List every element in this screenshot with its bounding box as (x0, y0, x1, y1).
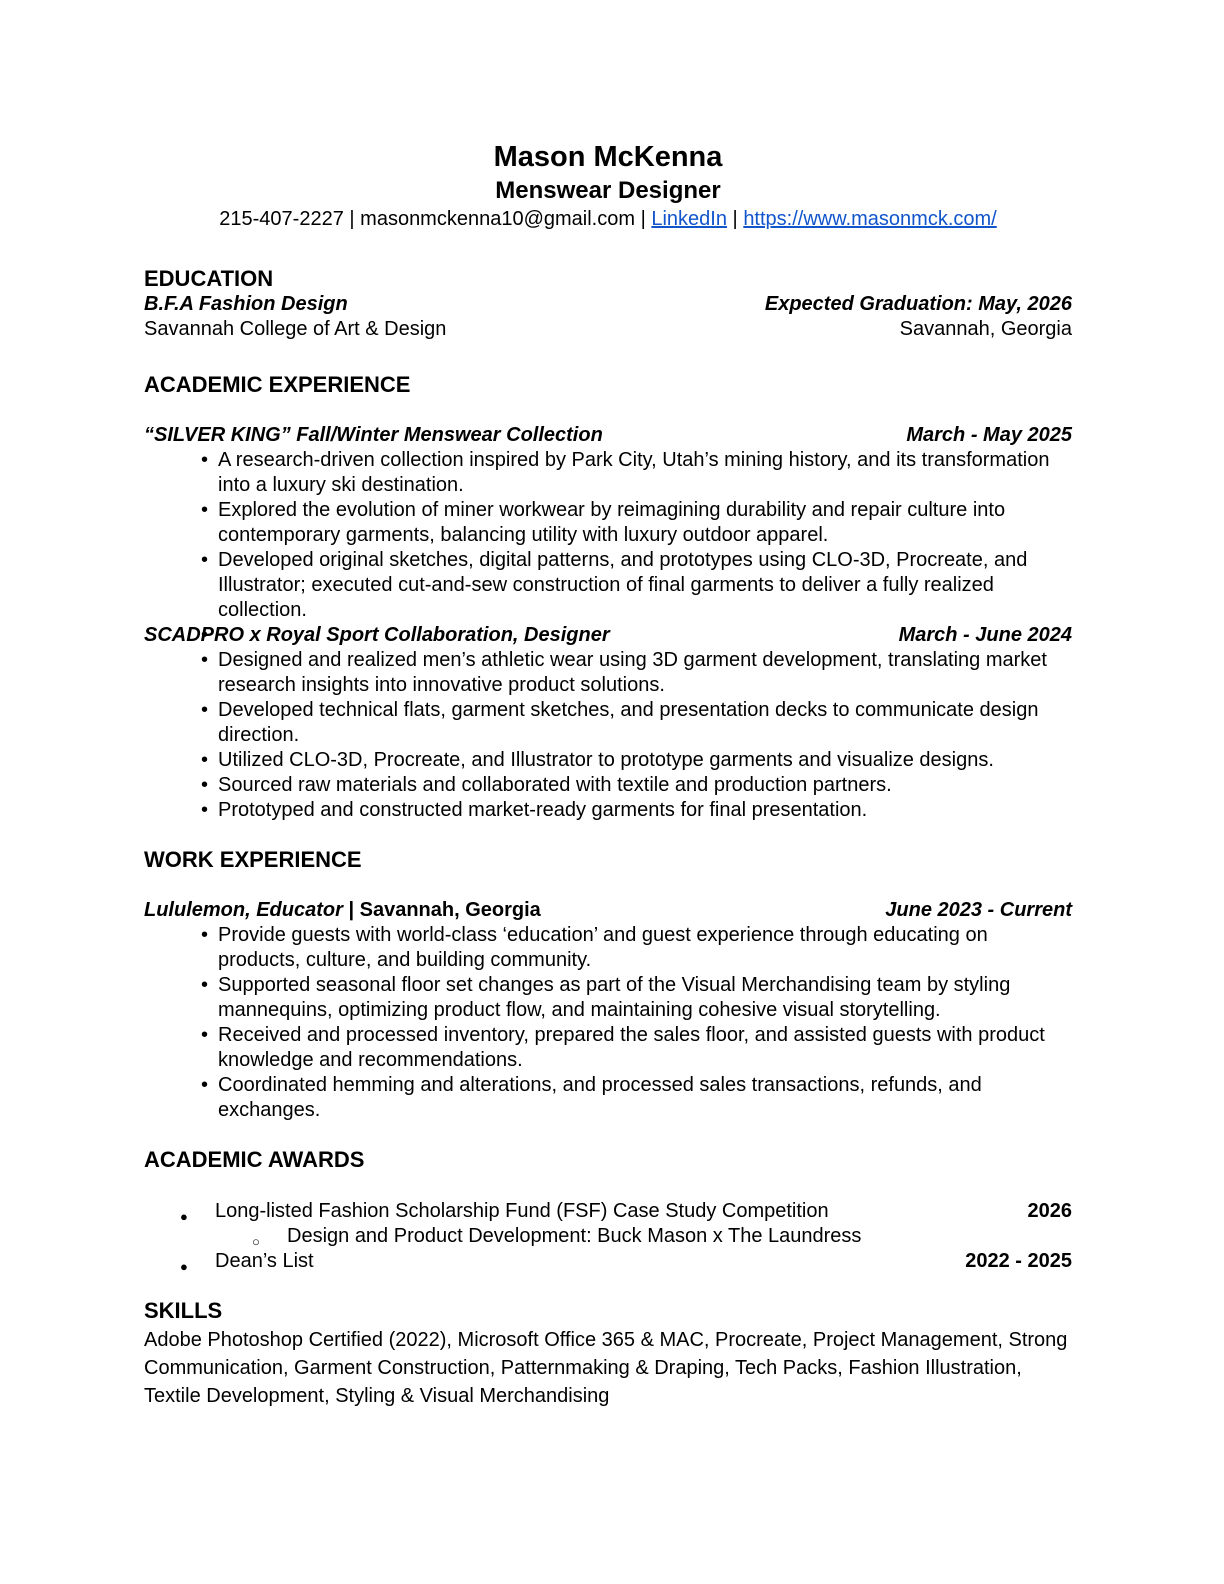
entry-dates: March - June 2024 (898, 624, 1072, 646)
skills-heading: SKILLS (144, 1298, 223, 1323)
divider: | (640, 208, 646, 230)
entry-header (144, 898, 1072, 923)
person-name: Mason McKenna (493, 141, 723, 173)
contact-line (144, 207, 1072, 232)
education-heading: EDUCATION (144, 266, 274, 291)
experience-entry-silver-king (144, 423, 1072, 623)
entry-header (144, 423, 1072, 448)
job-title-role: Lululemon, Educator (144, 899, 343, 921)
section-work-experience (144, 847, 1072, 1123)
divider: | (732, 208, 738, 230)
phone-number: 215-407-2227 (219, 208, 344, 230)
website-link[interactable]: https://www.masonmck.com/ (743, 208, 997, 230)
email-address: masonmckenna10@gmail.com (360, 208, 636, 230)
academic-awards-heading: ACADEMIC AWARDS (144, 1147, 365, 1172)
bullet-item: • Prototyped and constructed market-ready garments for final presentation. (144, 798, 1072, 823)
award-label: ● Dean’s List (144, 1249, 314, 1274)
bullet-item: • Provide guests with world-class ‘education’ and guest experience through educating on products, culture, and building community. (144, 923, 1072, 973)
bullet-item: • Coordinated hemming and alterations, and processed sales transactions, refunds, and exchanges. (144, 1073, 1072, 1123)
awards-list (144, 1199, 1072, 1274)
bullet-item: • Designed and realized men’s athletic wear using 3D garment development, translating market research insights into innovative product solutions. (144, 648, 1072, 698)
award-sub-item: ○ Design and Product Development: Buck Mason x The Laundress (144, 1224, 1072, 1249)
divider: | (349, 208, 355, 230)
section-skills (144, 1298, 1072, 1410)
bullet-item: • Developed original sketches, digital patterns, and prototypes using CLO-3D, Procreate, and Illustrator; executed cut-and-sew construction of final garments to deliver a fully realized collection. (144, 548, 1072, 623)
education-row-degree (144, 292, 1072, 317)
linkedin-link[interactable]: LinkedIn (651, 208, 727, 230)
bullet-item: • Developed technical flats, garment sketches, and presentation decks to communicate design direction. (144, 698, 1072, 748)
section-education (144, 266, 1072, 342)
resume-header (144, 140, 1072, 232)
experience-entry-scadpro (144, 623, 1072, 823)
award-year: 2022 - 2025 (965, 1250, 1072, 1272)
job-title (144, 898, 541, 923)
bullet-item: • Sourced raw materials and collaborated with textile and production partners. (144, 773, 1072, 798)
school-name: Savannah College of Art & Design (144, 318, 447, 340)
section-academic-awards (144, 1147, 1072, 1274)
entry-bullets (144, 648, 1072, 823)
bullet-item: • Received and processed inventory, prepared the sales floor, and assisted guests with product knowledge and recommendations. (144, 1023, 1072, 1073)
degree: B.F.A Fashion Design (144, 293, 348, 315)
education-row-school (144, 317, 1072, 342)
award-item (144, 1199, 1072, 1224)
bullet-item: • Utilized CLO-3D, Procreate, and Illustrator to prototype garments and visualize designs. (144, 748, 1072, 773)
award-item (144, 1249, 1072, 1274)
school-location: Savannah, Georgia (899, 318, 1072, 340)
entry-title: SCADPRO x Royal Sport Collaboration, Designer (144, 624, 610, 646)
section-academic-experience (144, 372, 1072, 823)
entry-header (144, 623, 1072, 648)
job-dates: June 2023 - Current (885, 899, 1072, 921)
job-title-location: | Savannah, Georgia (348, 899, 541, 921)
entry-dates: March - May 2025 (906, 424, 1072, 446)
work-experience-heading: WORK EXPERIENCE (144, 847, 362, 872)
academic-experience-heading: ACADEMIC EXPERIENCE (144, 372, 411, 397)
skills-text: Adobe Photoshop Certified (2022), Microsoft Office 365 & MAC, Procreate, Project Management, Strong Communication, Garment Construction, Patternmaking & Draping, Tech Packs, Fashion Illustration, Textile Development, Styling & Visual Merchandising (144, 1329, 1068, 1407)
graduation-date: Expected Graduation: May, 2026 (764, 293, 1072, 315)
entry-bullets (144, 923, 1072, 1123)
work-entry-lululemon (144, 898, 1072, 1123)
award-label: ● Long-listed Fashion Scholarship Fund (FSF) Case Study Competition (144, 1199, 829, 1224)
bullet-item: • Explored the evolution of miner workwear by reimagining durability and repair culture into contemporary garments, balancing utility with luxury outdoor apparel. (144, 498, 1072, 548)
award-year: 2026 (1027, 1200, 1072, 1222)
person-title: Menswear Designer (495, 177, 721, 204)
entry-title: “SILVER KING” Fall/Winter Menswear Collection (144, 424, 603, 446)
bullet-item: • Supported seasonal floor set changes as part of the Visual Merchandising team by styling mannequins, optimizing product flow, and maintaining cohesive visual storytelling. (144, 973, 1072, 1023)
entry-bullets (144, 448, 1072, 623)
bullet-item: • A research-driven collection inspired by Park City, Utah’s mining history, and its transformation into a luxury ski destination. (144, 448, 1072, 498)
